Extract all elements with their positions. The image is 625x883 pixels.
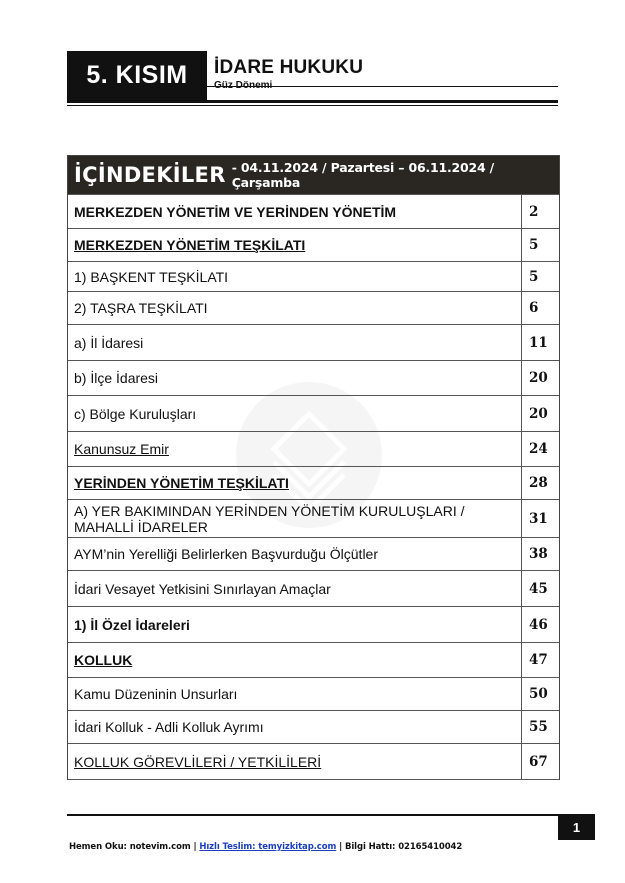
toc-row[interactable] (68, 194, 559, 228)
toc-row-title-cell (68, 396, 522, 431)
toc-row-page: 24 (529, 441, 548, 457)
toc-row[interactable] (68, 466, 559, 499)
toc-row[interactable] (68, 395, 559, 431)
toc-row-page: 38 (529, 546, 548, 562)
toc-row-page: 11 (529, 334, 548, 351)
toc-row-page: 2 (529, 203, 539, 220)
toc-row-page: 67 (529, 753, 548, 770)
toc-row-title-cell (68, 678, 522, 710)
toc-row[interactable] (68, 537, 559, 570)
toc-row-title: A) YER BAKIMINDAN YERİNDEN YÖNETİM KURULUŞLARI / MAHALLİ İDARELER (74, 502, 465, 535)
toc-row-title-cell (68, 325, 522, 360)
toc-row[interactable] (68, 642, 559, 677)
footer-info-label: Bilgi Hattı: 02165410042 (344, 842, 463, 852)
toc-row[interactable] (68, 606, 559, 642)
toc-bottom-border (68, 779, 559, 780)
toc-row-title-cell (68, 229, 522, 261)
footer-delivery-link[interactable]: Hızlı Teslim: temyizkitap.com (199, 842, 337, 852)
toc-row[interactable] (68, 499, 559, 537)
footer-separator: | (339, 842, 343, 852)
table-of-contents (67, 155, 560, 780)
toc-row[interactable] (68, 710, 559, 743)
toc-row-title: KOLLUK GÖREVLİLERİ / YETKİLİLERİ (74, 753, 322, 770)
toc-row-page: 55 (529, 719, 548, 735)
toc-row[interactable] (68, 360, 559, 395)
toc-row-title: b) İlçe İdaresi (74, 370, 159, 386)
toc-row-page: 5 (529, 237, 539, 253)
toc-row-title: 1) İl Özel İdareleri (74, 616, 190, 633)
toc-row-title: Kamu Düzeninin Unsurları (74, 686, 238, 702)
toc-heading-title: İÇİNDEKİLER (74, 163, 226, 187)
toc-heading-dates: - 04.11.2024 / Pazartesi – 06.11.2024 / Çarşamba (231, 160, 495, 190)
toc-row-page: 50 (529, 686, 548, 702)
footer-rule (67, 814, 558, 816)
toc-row-title: 2) TAŞRA TEŞKİLATI (74, 300, 208, 316)
toc-row-title-cell (68, 361, 522, 395)
toc-row-page: 20 (529, 370, 548, 386)
toc-row-page: 20 (529, 405, 548, 422)
toc-row-page: 6 (529, 300, 539, 316)
toc-row-page: 31 (529, 510, 548, 527)
header-title-rule (207, 86, 558, 87)
header-rule-thick (67, 100, 558, 103)
course-title: İDARE HUKUKU (214, 57, 364, 78)
toc-row-title: YERİNDEN YÖNETİM TEŞKİLATI (74, 475, 289, 491)
footer-links (69, 842, 462, 852)
toc-row[interactable] (68, 743, 559, 779)
toc-row-page: 45 (529, 580, 548, 597)
toc-row-page: 46 (529, 616, 548, 633)
toc-row-title: Kanunsuz Emir (74, 441, 169, 457)
toc-row-title: c) Bölge Kuruluşları (74, 405, 197, 422)
toc-row-title: İdari Vesayet Yetkisini Sınırlayan Amaçlar (74, 580, 331, 597)
toc-row-title: MERKEZDEN YÖNETİM VE YERİNDEN YÖNETİM (74, 203, 397, 220)
page-number: 1 (558, 814, 595, 840)
toc-row-title: KOLLUK (74, 652, 133, 668)
toc-row-title: MERKEZDEN YÖNETİM TEŞKİLATI (74, 237, 306, 253)
footer-separator: | (193, 842, 197, 852)
toc-row[interactable] (68, 261, 559, 291)
toc-row-title-cell (68, 195, 522, 228)
toc-row[interactable] (68, 570, 559, 606)
toc-row-page: 5 (529, 268, 539, 285)
toc-row-title-cell (68, 500, 522, 537)
toc-row-title: 1) BAŞKENT TEŞKİLATI (74, 268, 229, 285)
toc-heading (68, 156, 559, 194)
toc-row-title-cell (68, 432, 522, 466)
toc-row-title-cell (68, 262, 522, 291)
toc-row-title-cell (68, 571, 522, 606)
toc-row[interactable] (68, 228, 559, 261)
toc-row[interactable] (68, 291, 559, 324)
toc-row[interactable] (68, 431, 559, 466)
toc-row-page: 47 (529, 652, 548, 668)
toc-row-title-cell (68, 711, 522, 743)
toc-row-title-cell (68, 292, 522, 324)
toc-row-title-cell (68, 643, 522, 677)
toc-row-title: a) İl İdaresi (74, 334, 144, 351)
toc-row-title-cell (68, 607, 522, 642)
toc-row-title-cell (68, 467, 522, 499)
footer-read-label: Hemen Oku: notevim.com (69, 842, 191, 852)
header-rule-thin (67, 105, 558, 106)
toc-row-title-cell (68, 744, 522, 779)
toc-row-title: İdari Kolluk - Adli Kolluk Ayrımı (74, 719, 264, 735)
toc-row-title-cell (68, 538, 522, 570)
toc-row-title: AYM’nin Yerelliği Belirlerken Başvurduğu Ölçütler (74, 546, 379, 562)
toc-row-page: 28 (529, 475, 548, 491)
toc-row[interactable] (68, 324, 559, 360)
section-badge: 5. KISIM (67, 51, 207, 100)
toc-row[interactable] (68, 677, 559, 710)
